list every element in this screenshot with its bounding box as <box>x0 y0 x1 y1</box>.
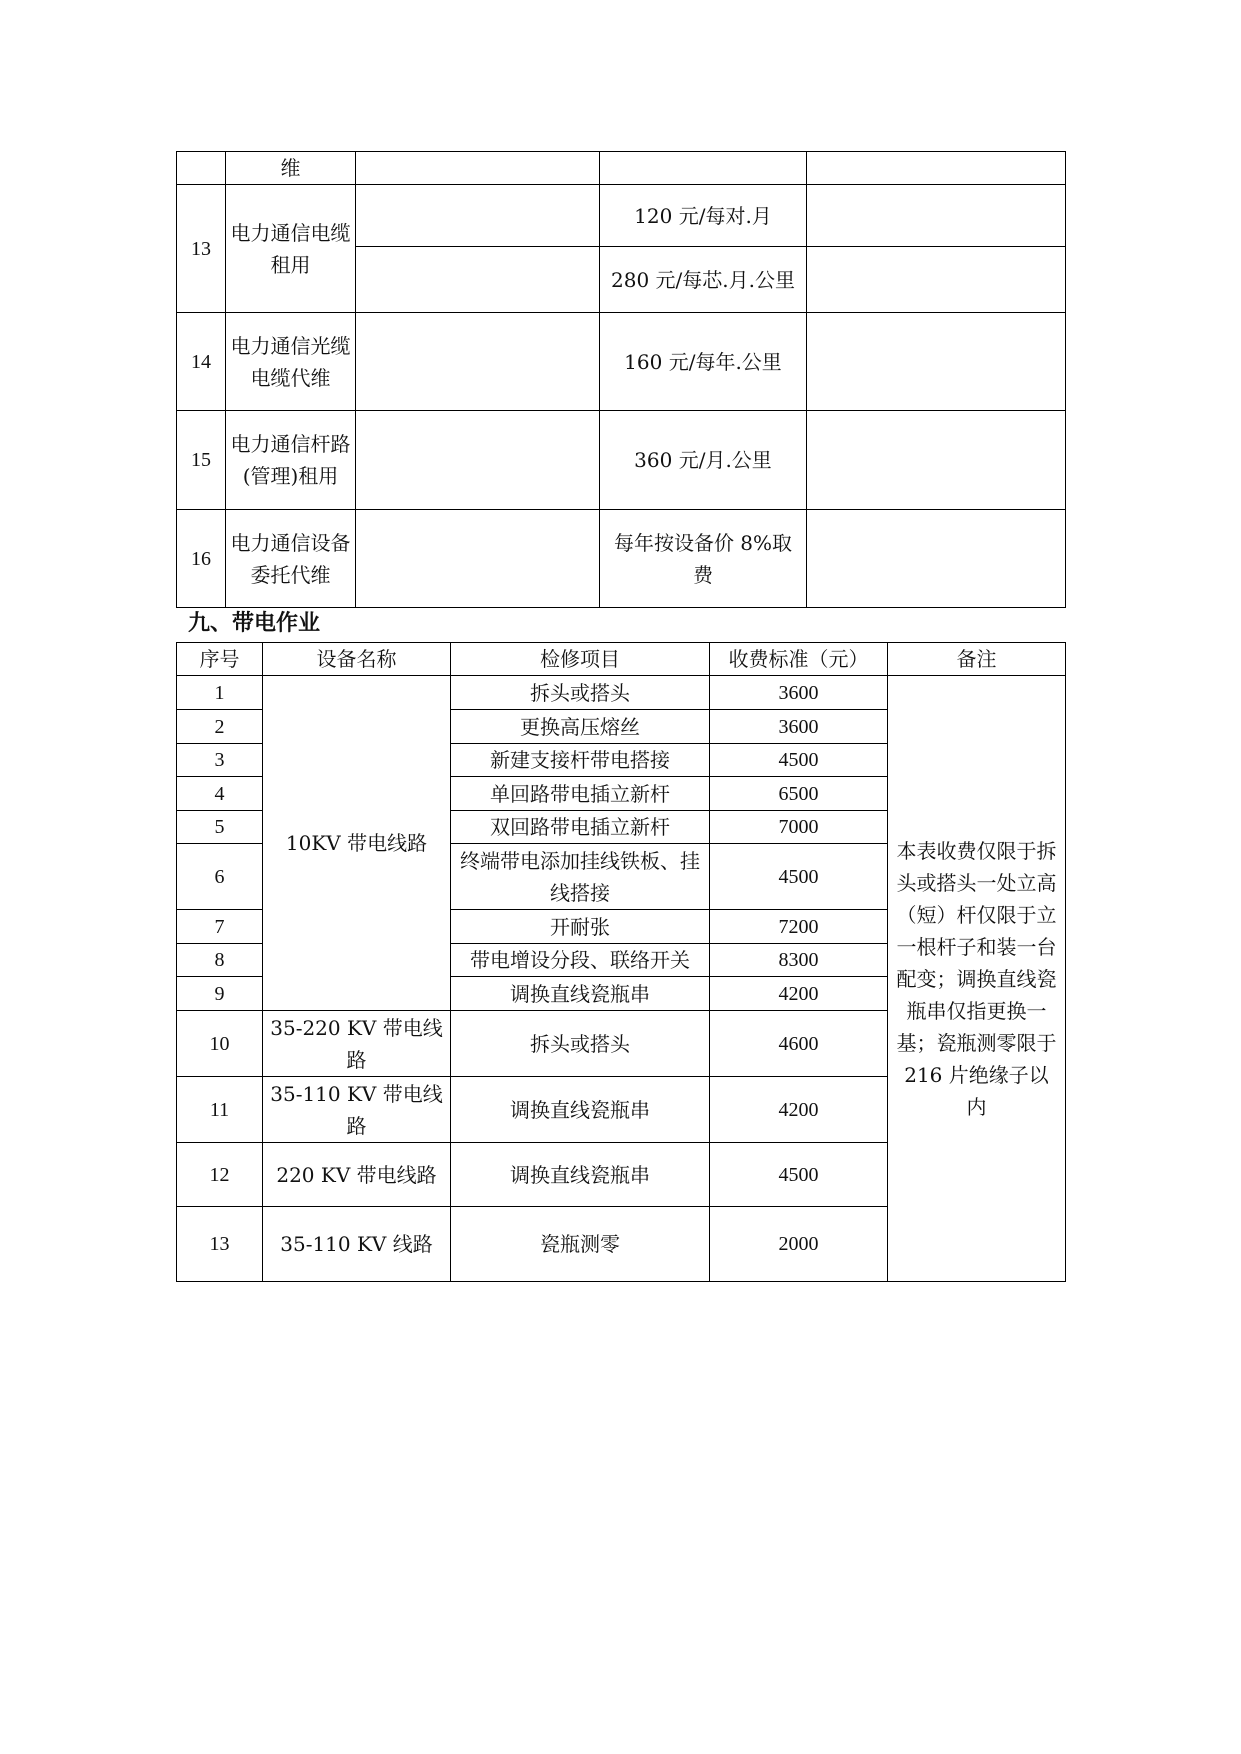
row-number: 13 <box>177 1207 263 1282</box>
column-header: 序号 <box>177 643 263 676</box>
item-detail <box>356 313 600 411</box>
row-number: 15 <box>177 411 226 510</box>
table-row <box>177 152 1066 185</box>
item-detail <box>356 185 600 247</box>
maintenance-item: 单回路带电插立新杆 <box>451 777 710 811</box>
row-number: 1 <box>177 676 263 710</box>
row-number: 9 <box>177 977 263 1011</box>
item-detail <box>356 247 600 313</box>
remark <box>807 313 1066 411</box>
equipment-name: 220 KV 带电线路 <box>263 1143 451 1207</box>
maintenance-item: 拆头或搭头 <box>451 676 710 710</box>
row-number <box>177 152 226 185</box>
fee-standard: 4200 <box>710 977 888 1011</box>
maintenance-item: 双回路带电插立新杆 <box>451 811 710 844</box>
item-name: 电力通信设备委托代维 <box>226 510 356 608</box>
table-header-row <box>177 643 1066 676</box>
fee-standard: 4200 <box>710 1077 888 1143</box>
remark: 本表收费仅限于拆头或搭头一处立高（短）杆仅限于立一根杆子和装一台配变；调换直线瓷瓶串仅指更换一基；瓷瓶测零限于216 片绝缘子以内 <box>888 676 1066 1282</box>
equipment-name: 10KV 带电线路 <box>263 676 451 1011</box>
row-number: 4 <box>177 777 263 811</box>
maintenance-item: 新建支接杆带电搭接 <box>451 744 710 777</box>
fee-standard: 4500 <box>710 744 888 777</box>
row-number: 10 <box>177 1011 263 1077</box>
fee-standard: 4500 <box>710 844 888 910</box>
remark <box>807 152 1066 185</box>
fee-standard: 280 元/每芯.月.公里 <box>600 247 807 313</box>
column-header: 设备名称 <box>263 643 451 676</box>
item-detail <box>356 510 600 608</box>
row-number: 7 <box>177 910 263 944</box>
maintenance-item: 调换直线瓷瓶串 <box>451 1143 710 1207</box>
fee-standard: 3600 <box>710 710 888 744</box>
equipment-name: 35-220 KV 带电线路 <box>263 1011 451 1077</box>
fee-standard: 160 元/每年.公里 <box>600 313 807 411</box>
maintenance-item: 开耐张 <box>451 910 710 944</box>
fee-standard: 120 元/每对.月 <box>600 185 807 247</box>
fee-standard: 7000 <box>710 811 888 844</box>
fee-standard: 8300 <box>710 944 888 977</box>
row-number: 14 <box>177 313 226 411</box>
table-row <box>177 510 1066 608</box>
fee-standard: 6500 <box>710 777 888 811</box>
remark <box>807 411 1066 510</box>
column-header: 检修项目 <box>451 643 710 676</box>
fee-standard <box>600 152 807 185</box>
remark <box>807 247 1066 313</box>
remark <box>807 510 1066 608</box>
item-detail <box>356 411 600 510</box>
item-name: 电力通信光缆电缆代维 <box>226 313 356 411</box>
row-number: 8 <box>177 944 263 977</box>
fee-standard: 4500 <box>710 1143 888 1207</box>
row-number: 12 <box>177 1143 263 1207</box>
fee-standard: 3600 <box>710 676 888 710</box>
fee-standard: 4600 <box>710 1011 888 1077</box>
maintenance-item: 调换直线瓷瓶串 <box>451 1077 710 1143</box>
maintenance-item: 终端带电添加挂线铁板、挂线搭接 <box>451 844 710 910</box>
item-name: 电力通信杆路(管理)租用 <box>226 411 356 510</box>
fee-standard: 每年按设备价 8%取费 <box>600 510 807 608</box>
table-row <box>177 313 1066 411</box>
row-number: 13 <box>177 185 226 313</box>
item-detail <box>356 152 600 185</box>
row-number: 16 <box>177 510 226 608</box>
fee-table-communication <box>176 151 1066 608</box>
table-row <box>177 185 1066 247</box>
row-number: 5 <box>177 811 263 844</box>
item-name: 电力通信电缆租用 <box>226 185 356 313</box>
equipment-name: 35-110 KV 带电线路 <box>263 1077 451 1143</box>
fee-table-live-line <box>176 642 1066 1282</box>
equipment-name: 35-110 KV 线路 <box>263 1207 451 1282</box>
column-header: 备注 <box>888 643 1066 676</box>
fee-standard: 7200 <box>710 910 888 944</box>
row-number: 11 <box>177 1077 263 1143</box>
fee-standard: 2000 <box>710 1207 888 1282</box>
row-number: 2 <box>177 710 263 744</box>
row-number: 6 <box>177 844 263 910</box>
maintenance-item: 带电增设分段、联络开关 <box>451 944 710 977</box>
item-name: 维 <box>226 152 356 185</box>
table-row <box>177 676 1066 710</box>
column-header: 收费标准（元） <box>710 643 888 676</box>
maintenance-item: 拆头或搭头 <box>451 1011 710 1077</box>
fee-standard: 360 元/月.公里 <box>600 411 807 510</box>
maintenance-item: 更换高压熔丝 <box>451 710 710 744</box>
remark <box>807 185 1066 247</box>
maintenance-item: 瓷瓶测零 <box>451 1207 710 1282</box>
section-title: 九、带电作业 <box>188 611 321 636</box>
maintenance-item: 调换直线瓷瓶串 <box>451 977 710 1011</box>
table-row <box>177 411 1066 510</box>
row-number: 3 <box>177 744 263 777</box>
